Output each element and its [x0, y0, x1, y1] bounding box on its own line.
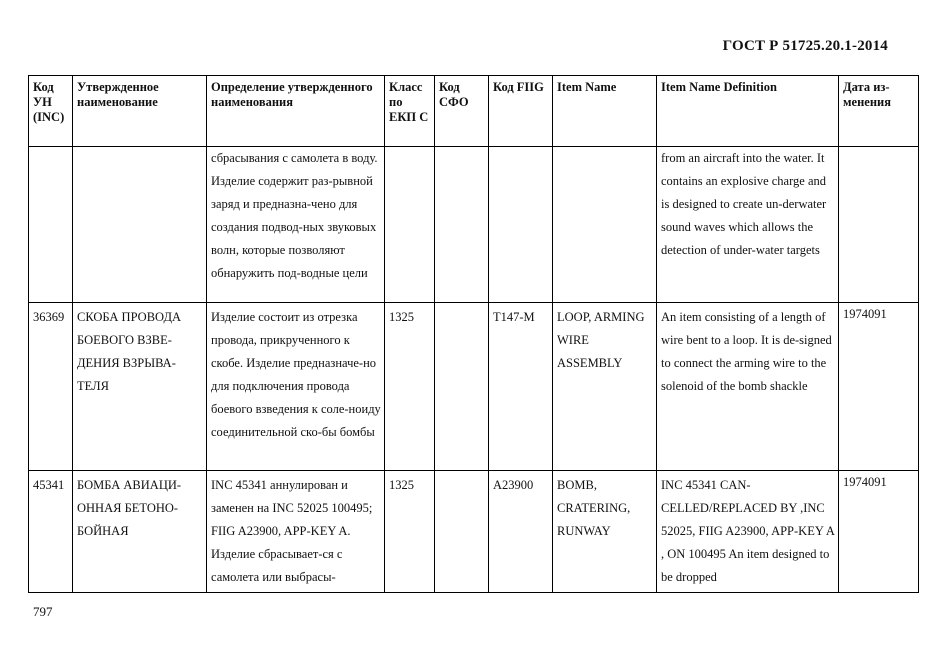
cell-fiig: T147-M	[489, 303, 553, 471]
col-header-definition: Определение утвержденного наименования	[207, 76, 385, 147]
cell-definition-ru: INC 45341 аннулирован и заменен на INC 52025 100495; FIIG A23900, APP-KEY A. Изделие сбрасывает-ся с самолета или выбрасы-	[207, 471, 385, 593]
col-header-fiig-code: Код FIIG	[489, 76, 553, 147]
cell-date: 1974091	[839, 303, 919, 471]
cell-item-name: BOMB, CRATERING, RUNWAY	[553, 471, 657, 593]
cell-inc: 36369	[29, 303, 73, 471]
col-header-sfo-code: Код СФО	[435, 76, 489, 147]
cell-fsc	[385, 147, 435, 303]
col-header-fsc-class: Класс по ЕКП С	[385, 76, 435, 147]
cell-definition-en: from an aircraft into the water. It contains an explosive charge and is designed to create un-derwater sound waves which allows the detection of under-water targets	[657, 147, 839, 303]
cell-approved-name: СКОБА ПРОВОДА БОЕВОГО ВЗВЕ-ДЕНИЯ ВЗРЫВА-ТЕЛЯ	[73, 303, 207, 471]
cell-fiig	[489, 147, 553, 303]
table-header-row	[29, 76, 919, 147]
col-header-item-name: Item Name	[553, 76, 657, 147]
page-number: 797	[33, 604, 53, 619]
cell-definition-ru: сбрасывания с самолета в воду. Изделие содержит раз-рывной заряд и предназна-чено для создания подвод-ных звуковых волн, которые позволяют обнаружить под-водные цели	[207, 147, 385, 303]
cell-date: 1974091	[839, 471, 919, 593]
col-header-approved-name: Утвержденное наименование	[73, 76, 207, 147]
document-title: ГОСТ Р 51725.20.1-2014	[722, 38, 888, 54]
catalog-table	[28, 75, 919, 593]
cell-date	[839, 147, 919, 303]
cell-inc: 45341	[29, 471, 73, 593]
cell-sfo	[435, 471, 489, 593]
cell-sfo	[435, 147, 489, 303]
table-row	[29, 303, 919, 471]
col-header-change-date: Дата из-менения	[839, 76, 919, 147]
cell-approved-name: БОМБА АВИАЦИ-ОННАЯ БЕТОНО-БОЙНАЯ	[73, 471, 207, 593]
cell-fiig: A23900	[489, 471, 553, 593]
cell-definition-en: INC 45341 CAN-CELLED/REPLACED BY ,INC 52025, FIIG A23900, APP-KEY A , ON 100495 An item designed to be dropped	[657, 471, 839, 593]
cell-item-name	[553, 147, 657, 303]
cell-definition-ru: Изделие состоит из отрезка провода, прикрученного к скобе. Изделие предназначе-но для подключения провода боевого взведения к соле-ноиду соединительной ско-бы бомбы	[207, 303, 385, 471]
cell-inc	[29, 147, 73, 303]
table-row	[29, 471, 919, 593]
cell-fsc: 1325	[385, 303, 435, 471]
cell-fsc: 1325	[385, 471, 435, 593]
table-row	[29, 147, 919, 303]
cell-item-name: LOOP, ARMING WIRE ASSEMBLY	[553, 303, 657, 471]
col-header-item-name-definition: Item Name Definition	[657, 76, 839, 147]
cell-definition-en: An item consisting of a length of wire bent to a loop. It is de-signed to connect the arming wire to the solenoid of the bomb shackle	[657, 303, 839, 471]
cell-sfo	[435, 303, 489, 471]
col-header-inc: Код УН (INC)	[29, 76, 73, 147]
cell-approved-name	[73, 147, 207, 303]
